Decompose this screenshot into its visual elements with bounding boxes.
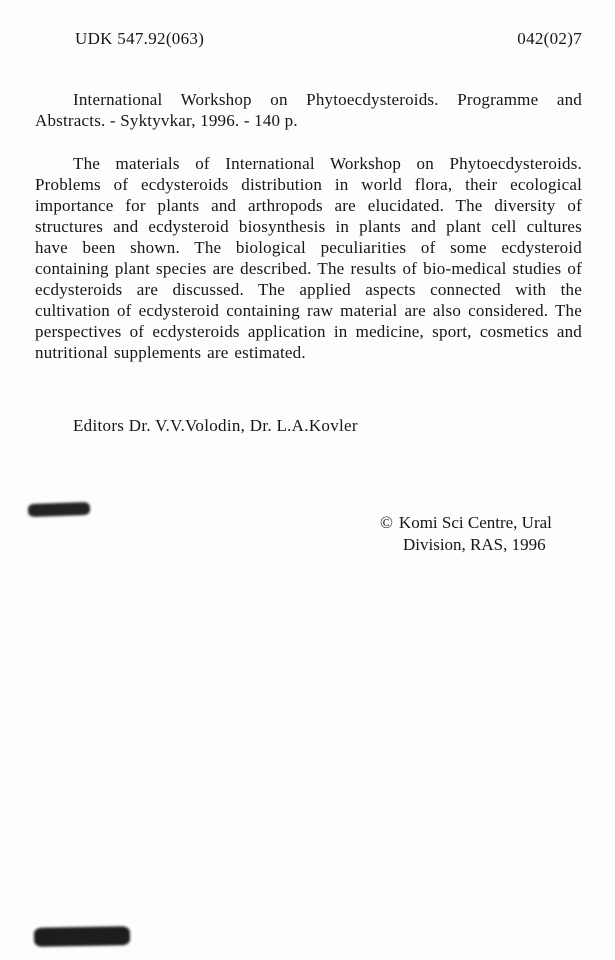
header-row (35, 28, 582, 49)
editors-line: Editors Dr. V.V.Volodin, Dr. L.A.Kovler (73, 416, 358, 435)
copyright-line-2: Division, RAS, 1996 (403, 535, 546, 554)
catalog-code: 042(02)7 (517, 29, 582, 48)
scan-artifact-smudge-bottom (34, 926, 130, 947)
udk-number: UDK 547.92(063) (75, 29, 205, 48)
copyright-line-1 (380, 512, 582, 534)
copyright-block (380, 512, 582, 556)
copyright-symbol: © (380, 513, 393, 532)
scan-artifact-smudge-left (28, 502, 90, 517)
citation-paragraph: International Workshop on Phytoecdysteroids. Programme and Abstracts. - Syktyvkar, 1996. - 140 p. (35, 90, 582, 130)
abstract-paragraph: The materials of International Workshop on Phytoecdysteroids. Problems of ecdysteroids distribution in world flora, their ecological importance for plants and arthropods are elucidated. The diversity of structures and ecdysteroid biosynthesis in plants and plant cell cultures have been shown. The biological peculiarities of some ecdysteroid containing plant species are described. The results of bio-medical studies of ecdysteroids are discussed. The applied aspects connected with the cultivation of ecdysteroid containing raw material are also considered. The perspectives of ecdysteroids application in medicine, sport, cosmetics and nutritional supplements are estimated. (35, 154, 582, 362)
copyright-publisher: Komi Sci Centre, Ural (398, 513, 552, 532)
